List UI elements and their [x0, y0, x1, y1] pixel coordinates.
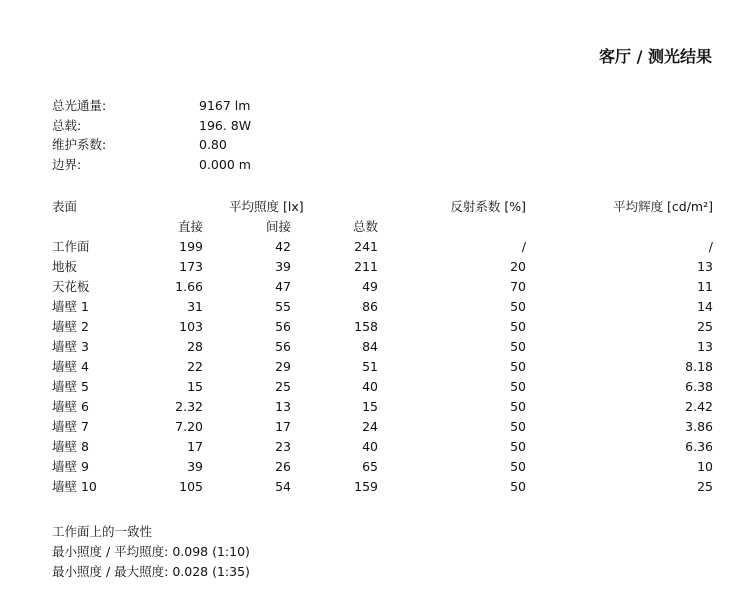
header-total: 总数	[352, 219, 378, 234]
reflectance-value: 20	[510, 259, 526, 274]
luminance-value: 13	[697, 339, 713, 354]
header-avg-luminance: 平均辉度 [cd/m²]	[613, 199, 713, 214]
table-header-row	[0, 199, 741, 219]
table-row	[0, 299, 741, 319]
table-row	[0, 339, 741, 359]
uniformity-block	[52, 522, 250, 582]
reflectance-value: 50	[510, 339, 526, 354]
luminance-value: 11	[697, 279, 713, 294]
total-value: 51	[362, 359, 378, 374]
luminance-value: 13	[697, 259, 713, 274]
table-row	[0, 359, 741, 379]
surface-name: 墙壁 10	[52, 479, 97, 494]
indirect-value: 42	[275, 239, 291, 254]
summary-label: 边界:	[52, 156, 82, 172]
total-value: 159	[354, 479, 378, 494]
reflectance-value: 50	[510, 439, 526, 454]
direct-value: 1.66	[175, 279, 203, 294]
surface-name: 墙壁 9	[52, 459, 89, 474]
indirect-value: 25	[275, 379, 291, 394]
indirect-value: 29	[275, 359, 291, 374]
direct-value: 105	[179, 479, 203, 494]
luminance-value: /	[708, 239, 713, 254]
page-title: 客厅 / 测光结果	[599, 47, 712, 66]
direct-value: 103	[179, 319, 203, 334]
direct-value: 17	[187, 439, 203, 454]
summary-label: 维护系数:	[52, 137, 107, 152]
reflectance-value: /	[521, 239, 526, 254]
summary-value: 196. 8W	[199, 117, 252, 133]
header-indirect: 间接	[265, 219, 291, 234]
luminance-value: 25	[697, 319, 713, 334]
total-value: 40	[362, 379, 378, 394]
reflectance-value: 50	[510, 419, 526, 434]
direct-value: 28	[187, 339, 203, 354]
surface-name: 天花板	[52, 279, 90, 294]
indirect-value: 23	[275, 439, 291, 454]
table-row	[0, 439, 741, 459]
indirect-value: 39	[275, 259, 291, 274]
direct-value: 15	[187, 379, 203, 394]
indirect-value: 55	[275, 299, 291, 314]
header-surface: 表面	[52, 199, 78, 214]
direct-value: 31	[187, 299, 203, 314]
table-row	[0, 239, 741, 259]
reflectance-value: 50	[510, 359, 526, 374]
luminance-value: 6.36	[685, 439, 713, 454]
reflectance-value: 50	[510, 479, 526, 494]
luminance-value: 3.86	[685, 419, 713, 434]
reflectance-value: 50	[510, 459, 526, 474]
header-reflectance: 反射系数 [%]	[450, 199, 526, 214]
table-row	[0, 259, 741, 279]
total-value: 158	[354, 319, 378, 334]
uniformity-min-avg: 最小照度 / 平均照度: 0.098 (1:10)	[52, 544, 250, 559]
table-row	[0, 319, 741, 339]
total-value: 84	[362, 339, 378, 354]
total-value: 40	[362, 439, 378, 454]
total-value: 65	[362, 459, 378, 474]
indirect-value: 54	[275, 479, 291, 494]
direct-value: 199	[179, 239, 203, 254]
surface-name: 墙壁 6	[52, 399, 89, 414]
surface-name: 墙壁 7	[52, 419, 89, 434]
total-value: 86	[362, 299, 378, 314]
summary-label: 总光通量:	[52, 98, 107, 113]
luminance-value: 25	[697, 479, 713, 494]
indirect-value: 17	[275, 419, 291, 434]
indirect-value: 47	[275, 279, 291, 294]
surface-name: 墙壁 5	[52, 379, 89, 394]
surface-name: 工作面	[52, 239, 90, 254]
surface-name: 墙壁 2	[52, 319, 89, 334]
total-value: 241	[354, 239, 378, 254]
indirect-value: 13	[275, 399, 291, 414]
uniformity-min-max: 最小照度 / 最大照度: 0.028 (1:35)	[52, 564, 250, 579]
reflectance-value: 50	[510, 299, 526, 314]
table-row	[0, 459, 741, 479]
reflectance-value: 50	[510, 379, 526, 394]
luminance-value: 6.38	[685, 379, 713, 394]
reflectance-value: 50	[510, 399, 526, 414]
luminance-value: 8.18	[685, 359, 713, 374]
surface-name: 墙壁 4	[52, 359, 89, 374]
indirect-value: 26	[275, 459, 291, 474]
summary-value: 9167 lm	[199, 98, 251, 113]
direct-value: 39	[187, 459, 203, 474]
header-direct: 直接	[177, 219, 203, 234]
surface-name: 地板	[52, 259, 78, 274]
indirect-value: 56	[275, 339, 291, 354]
table-row	[0, 479, 741, 499]
reflectance-value: 70	[510, 279, 526, 294]
uniformity-heading: 工作面上的一致性	[52, 524, 153, 539]
total-value: 24	[362, 419, 378, 434]
surface-name: 墙壁 1	[52, 299, 89, 314]
header-avg-illuminance: 平均照度 [lx]	[229, 199, 304, 214]
direct-value: 22	[187, 359, 203, 374]
total-value: 211	[354, 259, 378, 274]
reflectance-value: 50	[510, 319, 526, 334]
table-row	[0, 419, 741, 439]
table-row	[0, 379, 741, 399]
summary-value: 0.000 m	[199, 156, 251, 172]
surface-name: 墙壁 3	[52, 339, 89, 354]
total-value: 15	[362, 399, 378, 414]
surface-name: 墙壁 8	[52, 439, 89, 454]
table-subheader-row	[0, 219, 741, 239]
summary-value: 0.80	[199, 137, 227, 152]
summary-label: 总载:	[52, 117, 82, 133]
luminance-value: 2.42	[685, 399, 713, 414]
indirect-value: 56	[275, 319, 291, 334]
table-row	[0, 399, 741, 419]
direct-value: 173	[179, 259, 203, 274]
direct-value: 7.20	[175, 419, 203, 434]
total-value: 49	[362, 279, 378, 294]
luminance-value: 14	[697, 299, 713, 314]
direct-value: 2.32	[175, 399, 203, 414]
luminance-value: 10	[697, 459, 713, 474]
table-row	[0, 279, 741, 299]
